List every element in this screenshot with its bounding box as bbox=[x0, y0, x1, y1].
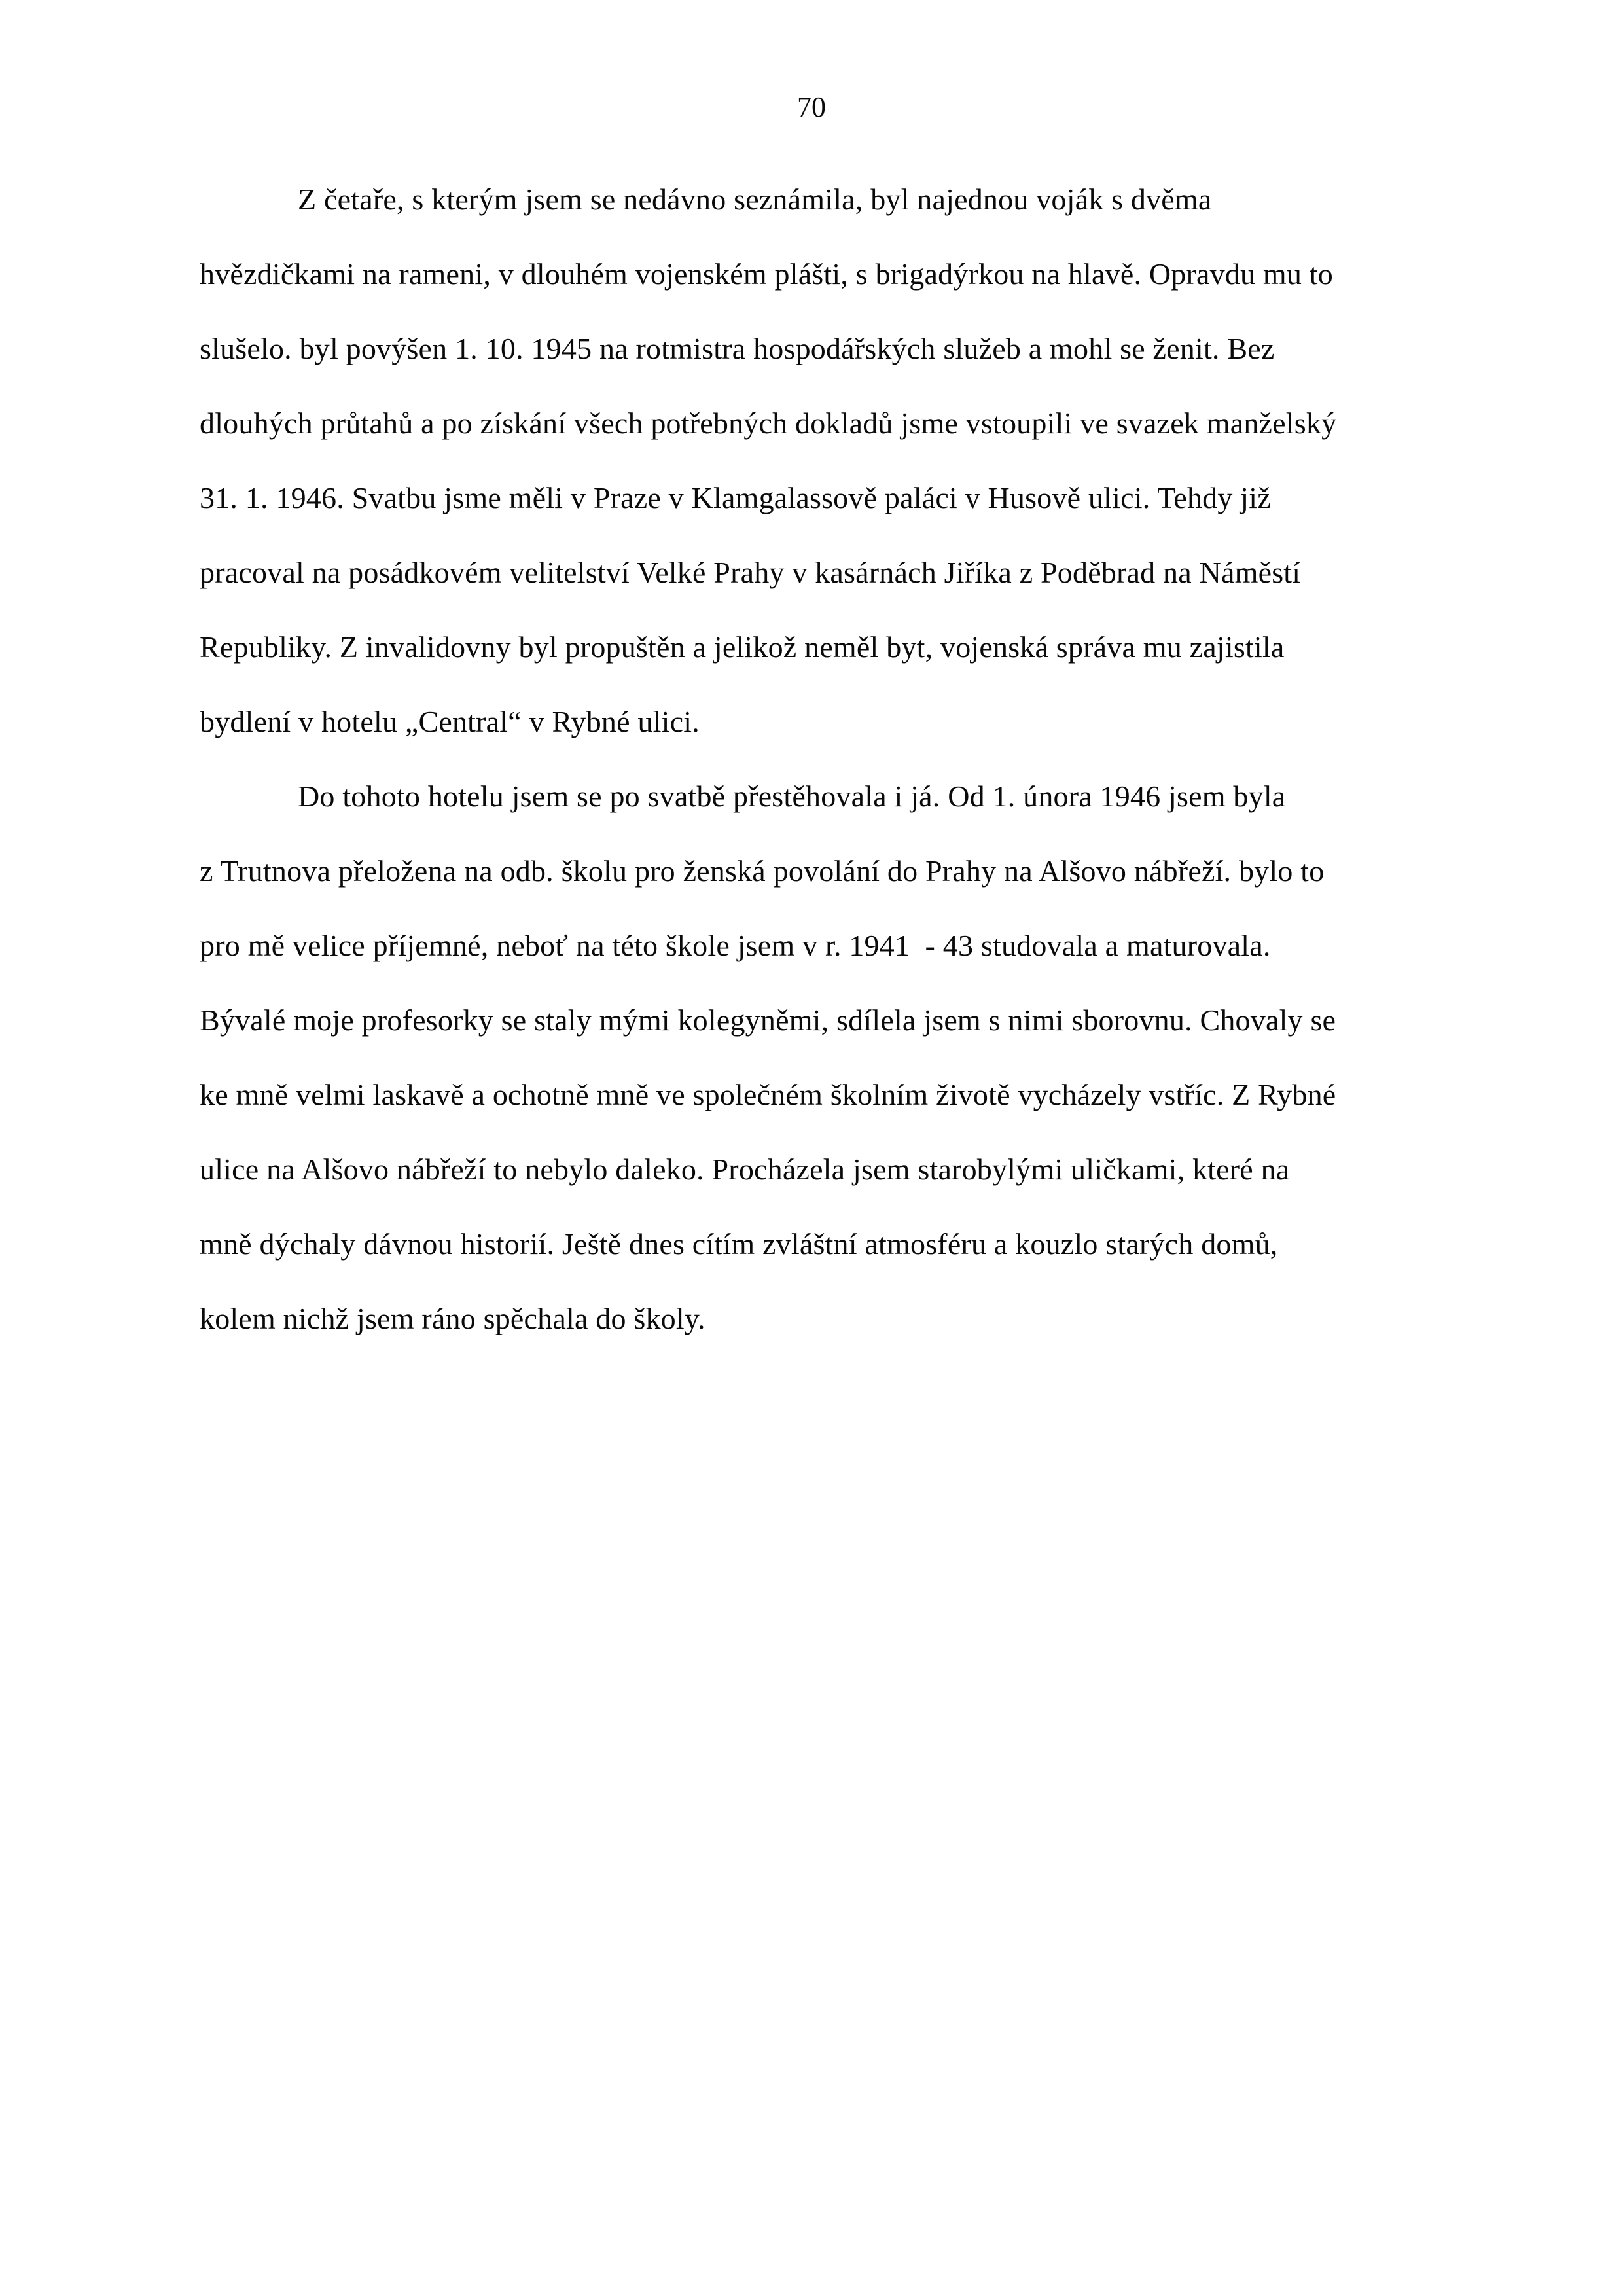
text-line: Do tohoto hotelu jsem se po svatbě přestěhovala i já. Od 1. února 1946 jsem byla bbox=[298, 780, 1286, 813]
page-body-text bbox=[200, 162, 1430, 1356]
text-line: Bývalé moje profesorky se staly mými kolegyněmi, sdílela jsem s nimi sborovnu. Chovaly se bbox=[200, 1003, 1336, 1037]
text-line: ke mně velmi laskavě a ochotně mně ve společném školním životě vycházely vstříc. Z Rybné bbox=[200, 1078, 1336, 1111]
text-line: z Trutnova přeložena na odb. školu pro ženská povolání do Prahy na Alšovo nábřeží. bylo to bbox=[200, 854, 1325, 888]
text-line: mně dýchaly dávnou historií. Ještě dnes cítím zvláštní atmosféru a kouzlo starých domů, bbox=[200, 1227, 1278, 1261]
text-line: Z četaře, s kterým jsem se nedávno seznámila, byl najednou voják s dvěma bbox=[298, 183, 1212, 216]
paragraph bbox=[200, 162, 1430, 759]
text-line: bydlení v hotelu „Central“ v Rybné ulici. bbox=[200, 705, 700, 738]
text-line: pracoval na posádkovém velitelství Velké Prahy v kasárnách Jiříka z Poděbrad na Náměstí bbox=[200, 556, 1301, 589]
paragraph bbox=[200, 759, 1430, 1356]
text-line: pro mě velice příjemné, neboť na této škole jsem v r. 1941 - 43 studovala a maturovala. bbox=[200, 929, 1271, 962]
text-line: hvězdičkami na rameni, v dlouhém vojenském plášti, s brigadýrkou na hlavě. Opravdu mu to bbox=[200, 257, 1333, 291]
text-line: slušelo. byl povýšen 1. 10. 1945 na rotmistra hospodářských služeb a mohl se ženit. Bez bbox=[200, 332, 1275, 365]
text-line: Republiky. Z invalidovny byl propuštěn a jelikož neměl byt, vojenská správa mu zajistila bbox=[200, 630, 1285, 664]
text-line: 31. 1. 1946. Svatbu jsme měli v Praze v Klamgalassově paláci v Husově ulici. Tehdy již bbox=[200, 481, 1271, 514]
text-line: ulice na Alšovo nábřeží to nebylo daleko. Procházela jsem starobylými uličkami, které na bbox=[200, 1153, 1290, 1186]
page-number: 70 bbox=[797, 91, 826, 123]
text-line: kolem nichž jsem ráno spěchala do školy. bbox=[200, 1302, 705, 1335]
text-line: dlouhých průtahů a po získání všech potřebných dokladů jsme vstoupili ve svazek manželský bbox=[200, 406, 1337, 440]
